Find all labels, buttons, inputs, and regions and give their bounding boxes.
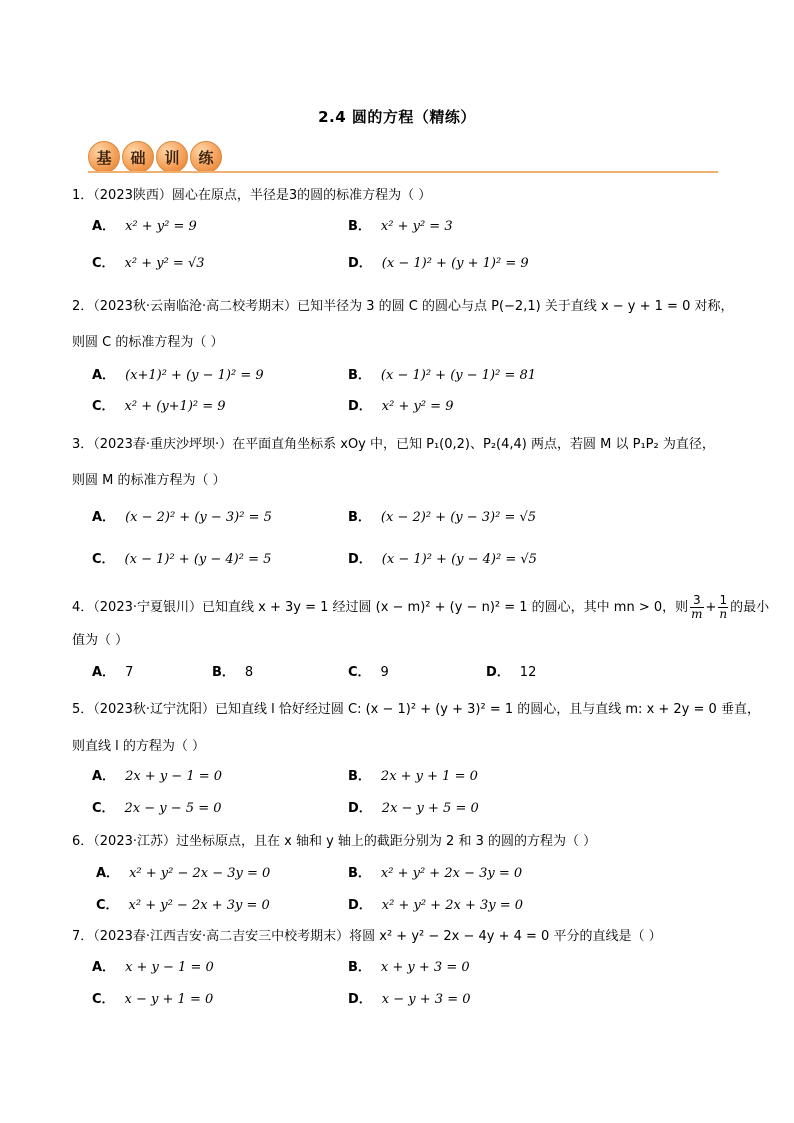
q6-option-c: C． x² + y² − 2x + 3y = 0: [96, 898, 270, 913]
q1-option-d: D． (x − 1)² + (y + 1)² = 9: [348, 256, 529, 271]
q6-option-d: D． x² + y² + 2x + 3y = 0: [348, 898, 524, 913]
banner-char: 基: [88, 141, 120, 173]
q6-option-a: A． x² + y² − 2x − 3y = 0: [96, 866, 271, 881]
question-1-stem: 1．（2023陕西）圆心在原点，半径是3的圆的标准方程为（ ）: [72, 188, 432, 203]
banner-char: 础: [122, 141, 154, 173]
question-7-stem: 7．（2023春·江西吉安·高二吉安三中校考期末）将圆 x² + y² − 2x − 4y + 4 = 0 平分的直线是（ ）: [72, 929, 662, 944]
q4-option-a: A． 7: [92, 665, 134, 680]
fraction-3-over-m: $\frac{3}{m}$: [691, 593, 703, 621]
q5-option-a: A． 2x + y − 1 = 0: [92, 769, 223, 784]
q1-option-b: B． x² + y² = 3: [348, 219, 453, 234]
question-4-stem-line1: 4．（2023·宁夏银川）已知直线 x + 3y = 1 经过圆 (x − m)² + (y − n)² = 1 的圆心，其中 mn > 0，则 $\frac{3}{m}$ + $\frac{1}{n}$ 的最小: [72, 593, 770, 621]
question-4-stem-line2: 值为（ ）: [72, 633, 129, 648]
q3-option-b: B． (x − 2)² + (y − 3)² = √5: [348, 510, 537, 525]
q7-option-c: C． x − y + 1 = 0: [92, 992, 214, 1007]
q7-option-a: A． x + y − 1 = 0: [92, 960, 214, 975]
q5-option-d: D． 2x − y + 5 = 0: [348, 801, 479, 816]
q4-option-c: C． 9: [348, 665, 389, 680]
q5-option-b: B． 2x + y + 1 = 0: [348, 769, 478, 784]
page-title: 2.4 圆的方程（精练）: [318, 108, 476, 126]
fraction-1-over-n: $\frac{1}{n}$: [719, 593, 728, 621]
question-6-stem: 6．（2023·江苏）过坐标原点，且在 x 轴和 y 轴上的截距分别为 2 和 3 的圆的方程为（ ）: [72, 834, 597, 849]
question-5-stem-line2: 则直线 l 的方程为（ ）: [72, 739, 206, 754]
question-3-stem-line2: 则圆 M 的标准方程为（ ）: [72, 473, 226, 488]
section-divider: [88, 171, 718, 173]
q2-option-d: D． x² + y² = 9: [348, 399, 454, 414]
banner-char: 练: [190, 141, 222, 173]
section-banner: [88, 141, 224, 173]
q7-option-d: D． x − y + 3 = 0: [348, 992, 471, 1007]
q7-option-b: B． x + y + 3 = 0: [348, 960, 470, 975]
q1-option-c: C． x² + y² = √3: [92, 256, 205, 271]
q3-option-a: A． (x − 2)² + (y − 3)² = 5: [92, 510, 272, 525]
q3-option-c: C． (x − 1)² + (y − 4)² = 5: [92, 552, 272, 567]
q4-option-d: D． 12: [486, 665, 537, 680]
banner-char: 训: [156, 141, 188, 173]
q5-option-c: C． 2x − y − 5 = 0: [92, 801, 222, 816]
q3-option-d: D． (x − 1)² + (y − 4)² = √5: [348, 552, 537, 567]
q1-option-a: A． x² + y² = 9: [92, 219, 197, 234]
q6-option-b: B． x² + y² + 2x − 3y = 0: [348, 866, 523, 881]
q2-option-c: C． x² + (y+1)² = 9: [92, 399, 226, 414]
q2-option-a: A． (x+1)² + (y − 1)² = 9: [92, 368, 264, 383]
question-2-stem-line1: 2．（2023秋·云南临沧·高二校考期末）已知半径为 3 的圆 C 的圆心与点 P(−2,1) 关于直线 x − y + 1 = 0 对称，: [72, 299, 734, 314]
question-2-stem-line2: 则圆 C 的标准方程为（ ）: [72, 335, 224, 350]
q4-option-b: B． 8: [212, 665, 254, 680]
q2-option-b: B． (x − 1)² + (y − 1)² = 81: [348, 368, 537, 383]
question-5-stem-line1: 5．（2023秋·辽宁沈阳）已知直线 l 恰好经过圆 C: (x − 1)² + (y + 3)² = 1 的圆心，且与直线 m: x + 2y = 0 垂直，: [72, 702, 760, 717]
question-3-stem-line1: 3．（2023春·重庆沙坪坝·）在平面直角坐标系 xOy 中，已知 P₁(0,2)、P₂(4,4) 两点，若圆 M 以 P₁P₂ 为直径，: [72, 437, 715, 452]
